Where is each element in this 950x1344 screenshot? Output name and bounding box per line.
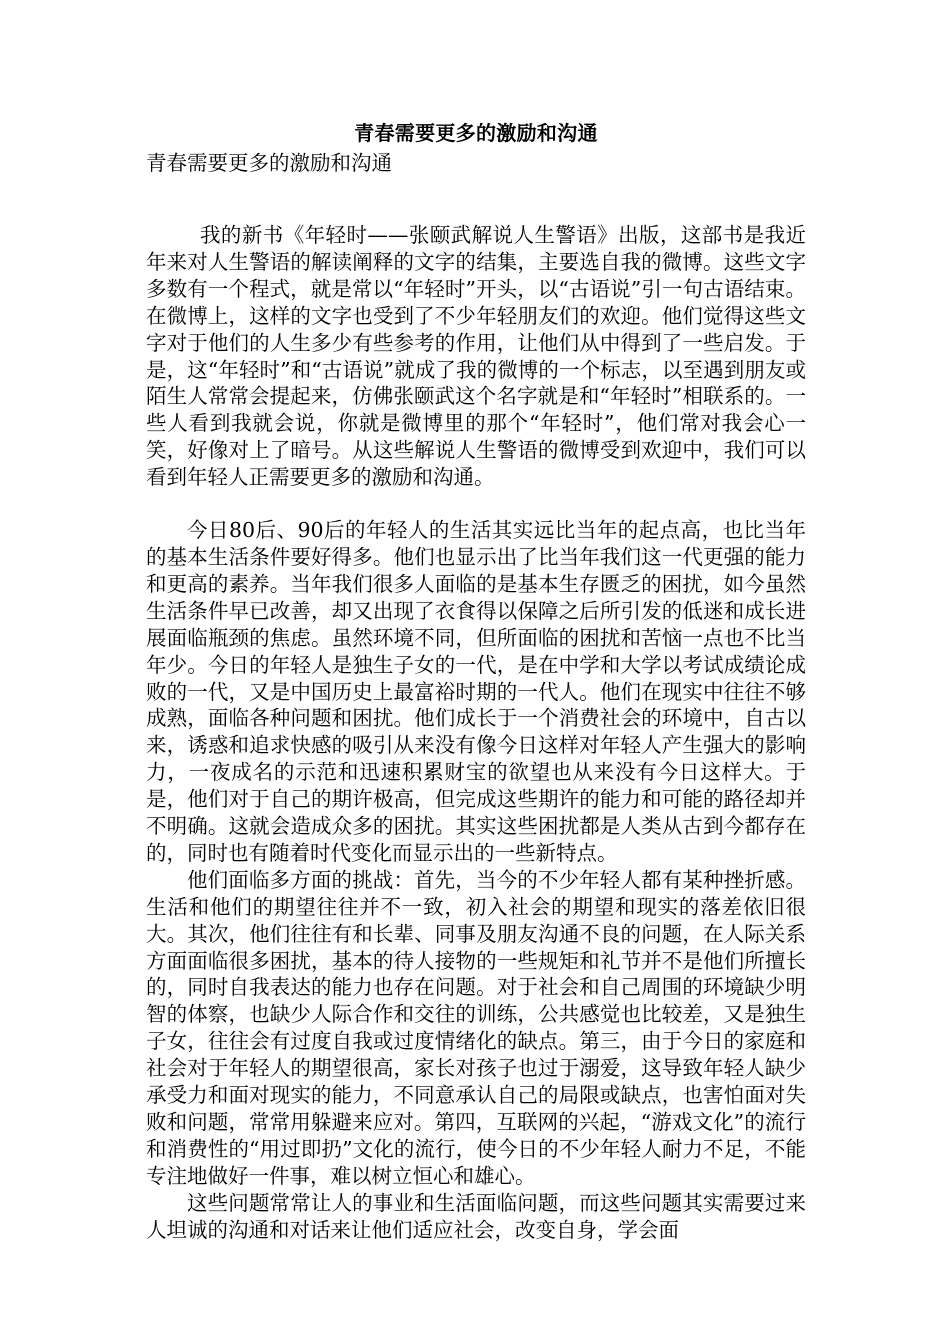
paragraph-2: 今日80后、90后的年轻人的生活其实远比当年的起点高，也比当年的基本生活条件要好得多。他们也显示出了比当年我们这一代更强的能力和更高的素养。当年我们很多人面临的是基本生存匮乏的困扰，如今虽然生活条件早已改善，却又出现了衣食得以保障之后所引发的低迷和成长进展面临瓶颈的焦虑。虽然环境不同，但所面临的困扰和苦恼一点也不比当年少。今日的年轻人是独生子女的一代，是在中学和大学以考试成绩论成败的一代，又是中国历史上最富裕时期的一代人。他们在现实中往往不够成熟，面临各种问题和困扰。他们成长于一个消费社会的环境中，自古以来，诱惑和追求快感的吸引从来没有像今日这样对年轻人产生强大的影响力，一夜成名的示范和迅速积累财宝的欲望也从来没有今日这样大。于是，他们对于自己的期许极高，但完成这些期许的能力和可能的路径却并不明确。这就会造成众多的困扰。其实这些困扰都是人类从古到今都存在的，同时也有随着时代变化而显示出的一些新特点。: [146, 518, 806, 865]
document-page: [146, 118, 806, 1244]
paragraph-1: 我的新书《年轻时——张颐武解说人生警语》出版，这部书是我近年来对人生警语的解读阐释的文字的结集，主要选自我的微博。这些文字多数有一个程式，就是常以“年轻时”开头，以“古语说”引一句古语结束。在微博上，这样的文字也受到了不少年轻朋友们的欢迎。他们觉得这些文字对于他们的人生多少有些参考的作用，让他们从中得到了一些启发。于是，这“年轻时”和“古语说”就成了我的微博的一个标志，以至遇到朋友或陌生人常常会提起来，仿佛张颐武这个名字就是和“年轻时”相联系的。一些人看到我就会说，你就是微博里的那个“年轻时”，他们常对我会心一笑，好像对上了暗号。从这些解说人生警语的微博受到欢迎中，我们可以看到年轻人正需要更多的激励和沟通。: [146, 223, 806, 490]
paragraph-4: 这些问题常常让人的事业和生活面临问题，而这些问题其实需要过来人坦诚的沟通和对话来让他们适应社会，改变自身，学会面: [146, 1190, 806, 1242]
paragraph-3: 他们面临多方面的挑战：首先，当今的不少年轻人都有某种挫折感。生活和他们的期望往往并不一致，初入社会的期望和现实的落差依旧很大。其次，他们往往有和长辈、同事及朋友沟通不良的问题，在人际关系方面面临很多困扰，基本的待人接物的一些规矩和礼节并不是他们所擅长的，同时自我表达的能力也存在问题。对于社会和自己周围的环境缺少明智的体察，也缺少人际合作和交往的训练，公共感觉也比较差，又是独生子女，往往会有过度自我或过度情绪化的缺点。第三，由于今日的家庭和社会对于年轻人的期望很高，家长对孩子也过于溺爱，这导致年轻人缺少承受力和面对现实的能力，不同意承认自己的局限或缺点，也害怕面对失败和问题，常常用躲避来应对。第四，互联网的兴起，“游戏文化”的流行和消费性的“用过即扔”文化的流行，使今日的不少年轻人耐力不足，不能专注地做好一件事，难以树立恒心和雄心。: [146, 867, 806, 1188]
document-subtitle: 青春需要更多的激励和沟通: [146, 151, 392, 175]
document-title: 青春需要更多的激励和沟通: [354, 121, 598, 145]
